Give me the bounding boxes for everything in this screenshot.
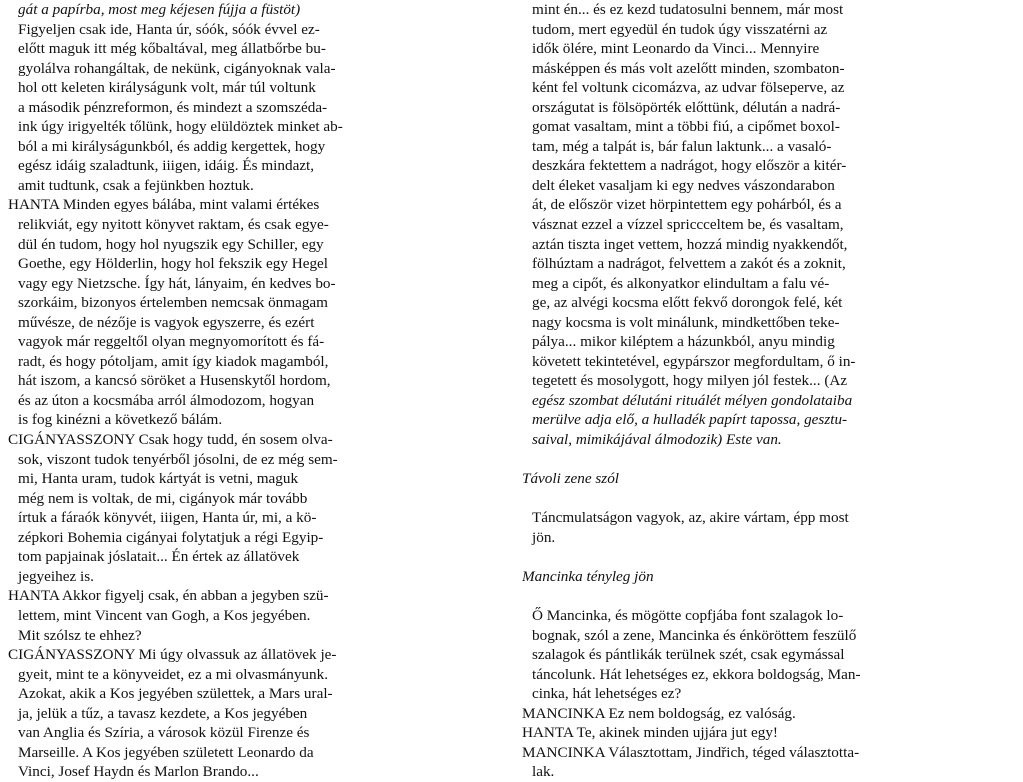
text-line: tegetett és mosolygott, hogy milyen jól festek... (Az: [532, 372, 848, 390]
text-line: HANTA Te, akinek minden ujjára jut egy!: [522, 724, 778, 742]
text-line: ból a mi királyságunkból, és addig kergettek, hogy: [18, 137, 326, 155]
text-line: szalagok és pántlikák terülnek szét, csak egymással: [532, 646, 845, 664]
text-line: tudom, mert egyedül én tudok úgy visszatérni az: [532, 20, 828, 38]
text-line: Goethe, egy Hölderlin, hogy hol fekszik egy Hegel: [18, 255, 328, 273]
text-line: aztán tiszta inget vettem, hozzá mindig nyakkendőt,: [532, 235, 848, 253]
text-line: hol ott keleten királyságunk volt, már túl voltunk: [18, 79, 316, 97]
text-line: másképpen és más volt azelőtt minden, szombaton-: [532, 59, 845, 77]
text-line: dül én tudom, hogy hol nyugszik egy Schiller, egy: [18, 235, 324, 253]
text-line: sok, viszont tudok tenyérből jósolni, de ez még sem-: [18, 450, 338, 468]
text-line: Táncmulatságon vagyok, az, akire vártam, épp most: [532, 509, 849, 527]
text-line: ként fel voltunk cicomázva, az udvar fölseperve, az: [532, 79, 845, 97]
text-line: tom papjainak jóslatait... Én értek az állatövek: [18, 548, 300, 566]
text-line: Ő Mancinka, és mögötte copfjába font szalagok lo-: [532, 606, 844, 624]
text-line: nagy kocsma is volt minálunk, mindkettőben teke-: [532, 313, 840, 331]
text-line: gyolálva rohangáltak, de nekünk, cigányoknak vala-: [18, 59, 336, 77]
text-line: még nem is voltak, de mi, cigányok már tovább: [18, 489, 308, 507]
text-line: bognak, szól a zene, Mancinka és énköröttem feszülő: [532, 626, 857, 644]
text-line: [522, 450, 1009, 470]
text-line: követett tekintetével, egypárszor megfordultam, ő in-: [532, 352, 856, 370]
text-line: CIGÁNYASSZONY Mi úgy olvassuk az állatövek je-: [8, 646, 337, 664]
text-line: át, de először vizet hörpintettem egy pohárból, és a: [532, 196, 842, 214]
text-line: relikviát, egy nyitott könyvet raktam, és csak egye-: [18, 216, 329, 234]
text-line: írtuk a fáraók könyvét, iiigen, Hanta úr, mi, a kö-: [18, 509, 317, 527]
text-line: mi, Hanta uram, tudok kártyát is vetni, maguk: [18, 470, 299, 488]
text-line: ge, az alvégi kocsma előtt fekvő dorongok felé, két: [532, 294, 843, 312]
text-line: Marseille. A Kos jegyében született Leonardo da: [18, 743, 314, 761]
text-line: idők ölére, mint Leonardo da Vinci... Mennyire: [532, 40, 820, 58]
text-line: [522, 586, 1009, 606]
text-line: és az úton a kocsmába arról álmodozom, hogyan: [18, 391, 315, 409]
text-line: amit tudtunk, csak a fejünkben hoztuk.: [18, 176, 254, 194]
text-line: egész idáig szaladtunk, iiigen, idáig. És mindazt,: [18, 157, 315, 175]
text-line: pálya... mikor kiléptem a házunkból, anyu mindig: [532, 333, 835, 351]
text-line: CIGÁNYASSZONY Csak hogy tudd, én sosem olva-: [8, 431, 333, 449]
text-line: Vinci, Josef Haydn és Marlon Brando...: [18, 763, 259, 781]
text-line: MANCINKA Választottam, Jindřich, téged választotta-: [522, 743, 860, 761]
text-line: egész szombat délutáni rituálét mélyen gondolataiba: [532, 391, 853, 409]
text-line: vagyok már reggeltől olyan megnyomorított és fá-: [18, 333, 325, 351]
text-line: saival, mimikájával álmodozik) Este van.: [532, 431, 782, 449]
text-line: lak.: [532, 763, 555, 781]
text-line: vagy egy Nietzsche. Így hát, lányaim, én kedves bo-: [18, 274, 336, 292]
right-column: [522, 0, 1009, 782]
text-line: ja, jelük a tűz, a tavasz kezdete, a Kos jegyében: [18, 704, 308, 722]
text-line: jön.: [532, 528, 556, 546]
text-line: merülve adja elő, a hulladék papírt tapossa, gesztu-: [532, 411, 848, 429]
text-line: művésze, de nézője is vagyok egyszerre, és ezért: [18, 313, 315, 331]
text-line: gyeit, mint te a könyveidet, ez a mi olvasmányunk.: [18, 665, 329, 683]
text-line: ink úgy irigyelték tőlünk, hogy elüldöztek minket ab-: [18, 118, 343, 136]
text-line: mint én... és ez kezd tudatosulni bennem, már most: [532, 1, 844, 18]
text-line: vásznat ezzel a vízzel spriccceltem be, és vasaltam,: [532, 216, 844, 234]
text-line: deszkára fektettem a nadrágot, hogy először a kitér-: [532, 157, 847, 175]
text-line: lettem, mint Vincent van Gogh, a Kos jegyében.: [18, 606, 311, 624]
text-line: hát iszom, a kancsó söröket a Husenskytől hordom,: [18, 372, 331, 390]
text-line: gát a papírba, most meg kéjesen fújja a füstöt): [18, 1, 301, 18]
text-line: is fog kinézni a következő bálám.: [18, 411, 223, 429]
text-line: radt, és hogy pótoljam, amit így kiadok magamból,: [18, 352, 329, 370]
left-column: [8, 0, 496, 782]
text-line: [522, 489, 1009, 509]
text-line: jegyeihez is.: [18, 567, 94, 585]
text-line: HANTA Akkor figyelj csak, én abban a jegyben szü-: [8, 587, 329, 605]
text-line: Azokat, akik a Kos jegyében születtek, a Mars ural-: [18, 685, 333, 703]
text-line: gomat vasaltam, mint a többi fiú, a cipőmet boxol-: [532, 118, 840, 136]
text-line: szorkáim, bizonyos értelemben nemcsak önmagam: [18, 294, 328, 312]
text-line: cinka, hát lehetséges ez?: [532, 685, 682, 703]
text-line: táncolunk. Hát lehetséges ez, ekkora boldogság, Man-: [532, 665, 861, 683]
text-line: HANTA Minden egyes bálába, mint valami értékes: [8, 196, 320, 214]
text-line: tam, még a talpát is, bár falun laktunk... a vasaló-: [532, 137, 832, 155]
text-line: Mancinka tényleg jön: [522, 567, 654, 585]
text-line: fölhúztam a nadrágot, felvettem a zakót és a zoknit,: [532, 255, 846, 273]
text-line: országutat is fölsöpörték előttünk, délután a nadrá-: [532, 98, 841, 116]
text-line: van Anglia és Szíria, a városok közül Firenze és: [18, 724, 310, 742]
text-line: Távoli zene szól: [522, 470, 620, 488]
text-line: meg a cipőt, és alkonyatkor elindultam a falu vé-: [532, 274, 830, 292]
text-line: Figyeljen csak ide, Hanta úr, sóók, sóók évvel ez-: [18, 20, 320, 38]
text-line: [522, 547, 1009, 567]
text-line: delt éleket vasaljam ki egy nedves vászondarabon: [532, 176, 835, 194]
text-line: zépkori Bohemia cigányai folytatjuk a régi Egyip-: [18, 528, 324, 546]
text-line: Mit szólsz te ehhez?: [18, 626, 142, 644]
text-line: MANCINKA Ez nem boldogság, ez valóság.: [522, 704, 796, 722]
text-line: előtt maguk itt még kőbaltával, meg állatbőrbe bu-: [18, 40, 326, 58]
text-line: a második pénzreformon, és mindezt a szomszéda-: [18, 98, 328, 116]
